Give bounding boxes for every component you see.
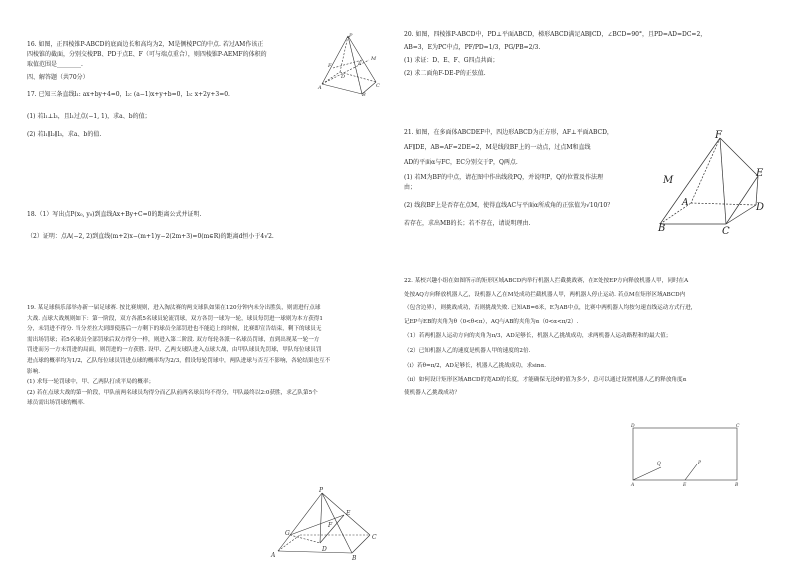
section-heading: 四、解答题（共70分） [27,74,89,81]
label-P: P [698,461,702,466]
label-B: B [362,92,366,98]
q19-line: 19. 某足球俱乐部举办新一届足球赛. 按比赛规则，进入淘汰赛的两支球队如果在120分钟内未分出胜负，则需进行点球 [27,305,321,311]
q21-line: 由； [404,184,417,191]
label-B: B [352,555,357,562]
q21-line: 21. 如图，在多面体ABCDEF中，四边形ABCD为正方形，AF⊥平面ABCD， [404,129,613,136]
question-21 [404,128,659,229]
pyramid-figure-20 [268,485,392,561]
label-F: F [715,130,722,141]
q19-line: 需出场罚球；若5名球员全部罚球后双方得分一样，则进入第二阶段. 双方每轮各派一名球员罚球，直到出现某一轮一方 [27,336,320,343]
q21-line: AD的平面α与FC，EC分别交于P，Q两点. [404,159,518,166]
q22-line: （i）若θ=π/2，AD足够长，机器人乙挑战成功，求sinα. [404,362,546,369]
question-18 [27,210,387,242]
label-C: C [376,83,380,89]
q20-line: AB=3，E为PC中点，PF/PD=1/3，PG/PB=2/3. [404,44,541,51]
q19-line: 进点球的概率均为1/2，乙队每位球员罚进点球的概率均为2/3，假设每轮罚球中，两队进球与否互不影响，各轮结果也互不 [27,357,331,364]
q21-line: (2) 线段BF上是否存在点M，使得直线AC与平面α所成角的正弦值为√10/10？ [404,202,614,209]
q20-line: (1) 求证：D、E、F、G四点共面； [404,57,499,64]
label-C: C [372,534,377,541]
label-D: D [631,424,635,429]
label-E: E [358,61,362,67]
q16-line: 16. 如图，正四棱锥P-ABCD的底面边长和高均为2，M是侧棱PC的中点. 若过AM作该正 [27,41,264,48]
label-E: E [346,510,351,517]
rectangle-figure-22 [627,422,745,488]
label-C: C [722,226,730,237]
solid-figure-21 [658,130,774,237]
label-D: D [756,202,765,213]
q18-line: 18.（1）写出点P(x₀, y₀)到直线Ax+By+C=0的距离公式并证明. [27,211,202,218]
label-P: P [349,33,353,39]
question-20 [404,30,784,79]
label-E: E [683,483,687,488]
q22-line: （包含边界），则挑战成功，否则挑战失败. 已知AB=6米，E为AB中点，比赛中两机器人均按匀速直线运动方式行进， [404,305,697,312]
q21-line: (1) 若M为BF的中点，请在图中作出线段PQ，并说明P，Q的位置及作法理 [404,174,604,181]
q17-line: (1) 若l₁⊥l₃，且l₁过点(−1, 1)，求a、b的值； [27,113,151,120]
q22-line: （2）已知机器人乙的速度是机器人甲的速度的2倍. [404,347,531,354]
q19-line: (2) 若在点球大战的第一阶段，甲队前两名球员均得分而乙队前两名球员均不得分，甲队最终以2:0获胜，求乙队第5个 [27,389,318,396]
question-19 [27,303,389,409]
q17-line: 17. 已知三条直线l₁: ax+by+4=0，l₂: (a−1)x+y+b=0，l₃: x+2y+3=0. [27,91,230,98]
label-F: F [328,63,332,69]
q19-line: 大战. 点球大战规则如下：第一阶段，双方各派5名球员轮流罚球，双方各罚一球为一轮，球员每罚进一球则为本方获得1 [27,315,323,322]
q19-line: 罚进而另一方未罚进的局面，则罚进的一方获胜. 设甲、乙两支球队进入点球大战，由甲队球员先罚球，甲队每位球员罚 [27,347,322,354]
label-A: A [682,198,689,208]
label-A: A [631,483,635,488]
label-B: B [658,223,666,234]
label-F: F [328,522,333,529]
question-16 [27,40,307,70]
q22-line: （1）若两机器人运动方向的夹角为π/3，AD足够长，机器人乙挑战成功，求两机器人运动路程和的最大值； [404,333,672,340]
q22-line: 处按AQ方向释放机器人乙，设机器人乙在M处成功拦截机器人甲，两机器人停止运动. 若点M在矩形区域ABCD内 [404,291,686,298]
q22-line: 记EP与EB的夹角为θ（0<θ<π），AQ与AB的夹角为α（0<α<π/2）. [404,318,579,325]
q19-line: (1) 求每一轮罚球中，甲、乙两队打成平局的概率； [27,379,155,386]
label-C: C [736,424,740,429]
pyramid-figure-16 [318,32,380,96]
label-A: A [318,85,322,91]
q22-line: 使机器人乙挑战成功？ [404,389,460,396]
q20-line: 20. 如图，四棱锥P-ABCD中，PD⊥平面ABCD，梯形ABCD满足AB∥CD，∠BCD=90°，且PD=AD=DC=2， [404,31,707,38]
question-17 [27,90,387,140]
q22-line: （ii）如何设计矩形区域ABCD的宽AD的长度，才能确保无论θ的值为多少，总可以通过设置机器人乙的释放角度α [404,377,687,384]
label-P: P [319,487,324,494]
label-M: M [663,175,674,186]
q21-line: 若存在，求出MB的长；若不存在，请说明理由. [404,220,531,227]
q18-line: （2）证明：点A(−2, 2)到直线(m+2)x−(m+1)y−2(2m+3)=0(m∈R)的距离d恒小于4√2. [27,233,274,240]
label-A: A [271,552,276,559]
q16-line: 四棱锥的截面，分别交棱PB、PD于点E、F（可与端点重合），则四棱锥P-AEMF的体积的 [27,51,267,58]
label-E: E [756,168,764,179]
label-B: B [735,483,739,488]
q19-line: 影响. [27,368,40,375]
q22-line: 22. 某校兴趣小组在如图所示的矩形区域ABCD内举行机器人拦截挑战赛，在E处按EP方向释放机器人甲，同时在A [404,278,689,284]
q16-line: 取值范围是________. [27,61,83,68]
label-D: D [341,74,346,80]
q19-line: 球员需出场罚球的概率. [27,400,85,407]
label-Q: Q [657,462,661,467]
label-M: M [371,56,377,62]
q21-line: AF∥DE，AB=AF=2DE=2，M是线段BF上的一动点，过点M和直线 [404,144,591,151]
q19-line: 分，未罚进不得分. 当分差拉大到即使落后一方剩下的球员全部罚进也不能追上的时候，比赛即宣告结束，剩下的球员无 [27,326,322,333]
q17-line: (2) 若l₁∥l₂∥l₃，求a、b的值. [27,131,102,138]
label-G: G [285,530,290,537]
q20-line: (2) 求二面角F-DE-P的正弦值. [404,70,486,77]
question-22 [404,276,788,398]
label-D: D [322,546,327,553]
